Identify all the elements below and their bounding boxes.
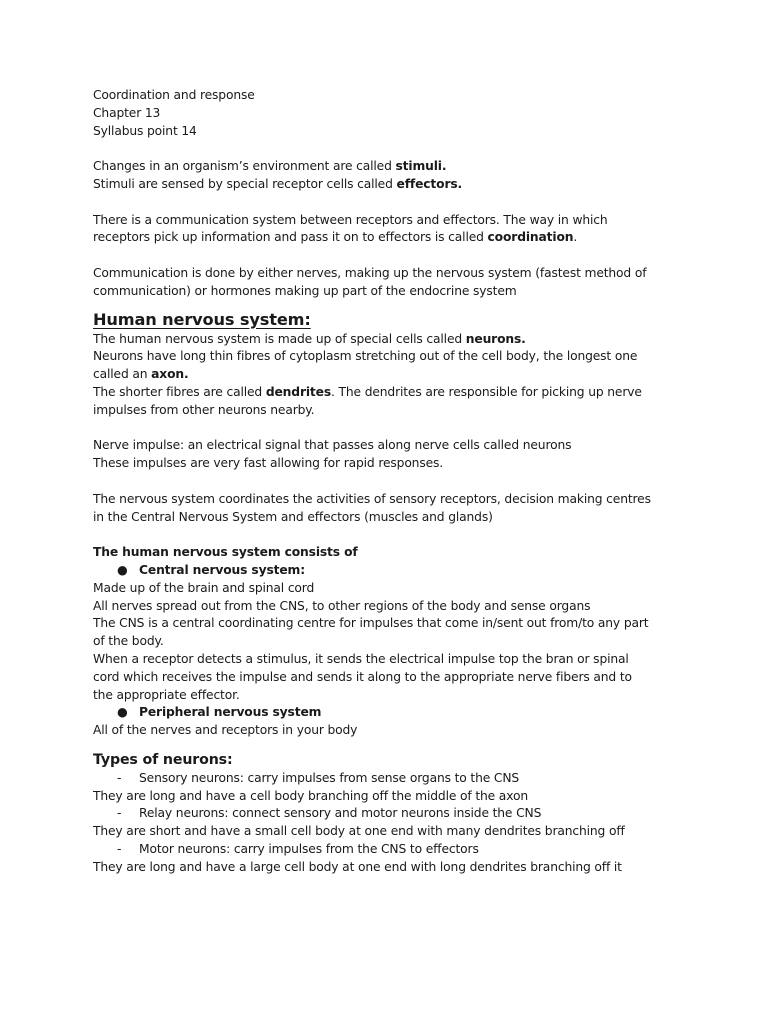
coordination-text: receptors pick up information and pass it on to effectors is called (93, 230, 488, 245)
communication-line-1: There is a communication system between receptors and effectors. The way in which (93, 212, 608, 227)
neurons-text: The human nervous system is made up of special cells called (93, 331, 466, 346)
bullet-icon: ● (117, 705, 128, 720)
stimuli-term: stimuli. (395, 159, 447, 174)
spacer (93, 140, 703, 158)
spacer (93, 526, 703, 544)
cns-line-6: cord which receives the impulse and sends it along to the appropriate nerve fibers and to (93, 669, 632, 684)
effectors-text: Stimuli are sensed by special receptor cells called (93, 176, 397, 191)
stimuli-line (93, 158, 703, 176)
cns-line-5: When a receptor detects a stimulus, it sends the electrical impulse top the bran or spinal (93, 651, 629, 666)
pns-bullet (93, 704, 703, 722)
dash-icon: - (117, 770, 122, 785)
sensory-item (93, 770, 703, 788)
axon-term: axon. (151, 367, 189, 382)
spacer (93, 420, 703, 438)
pns-line-1: All of the nerves and receptors in your body (93, 723, 358, 738)
impulse-speed-line: These impulses are very fast allowing for rapid responses. (93, 456, 444, 471)
nerves-hormones-line-2: communication) or hormones making up part of the endocrine system (93, 283, 517, 298)
types-of-neurons-heading: Types of neurons: (93, 751, 233, 768)
nervous-system-heading: Human nervous system: (93, 309, 311, 329)
communication-line-2 (93, 229, 703, 247)
neurons-line (93, 331, 703, 349)
cns-line-2: All nerves spread out from the CNS, to other regions of the body and sense organs (93, 598, 591, 613)
document-title: Coordination and response (93, 88, 255, 102)
relay-description: They are short and have a small cell body at one end with many dendrites branching off (93, 824, 625, 839)
motor-text: Motor neurons: carry impulses from the CNS to effectors (139, 842, 479, 857)
spacer (93, 740, 703, 750)
axon-line (93, 366, 703, 384)
cns-line-3: The CNS is a central coordinating centre for impulses that come in/sent out from/to any part (93, 616, 649, 631)
nerves-hormones-line-1: Communication is done by either nerves, making up the nervous system (fastest method of (93, 265, 647, 280)
nerve-impulse-definition: Nerve impulse: an electrical signal that passes along nerve cells called neurons (93, 438, 572, 453)
fibres-line: Neurons have long thin fibres of cytoplasm stretching out of the cell body, the longest one (93, 349, 638, 364)
coordinates-line-2: in the Central Nervous System and effectors (muscles and glands) (93, 509, 493, 524)
cns-label: Central nervous system: (139, 562, 305, 577)
dash-icon: - (117, 842, 122, 857)
consists-of-heading: The human nervous system consists of (93, 545, 358, 560)
spacer (93, 194, 703, 212)
impulses-line: impulses from other neurons nearby. (93, 402, 315, 417)
bullet-icon: ● (117, 562, 128, 577)
spacer (93, 301, 703, 309)
chapter-line: Chapter 13 (93, 105, 161, 120)
cns-line-7: the appropriate effector. (93, 687, 240, 702)
spacer (93, 473, 703, 491)
stimuli-text: Changes in an organism’s environment are called (93, 159, 396, 174)
syllabus-line: Syllabus point 14 (93, 123, 197, 138)
dendrites-line (93, 384, 703, 402)
document-page (93, 87, 703, 877)
cns-bullet (93, 562, 703, 580)
coordination-period: . (573, 230, 578, 245)
relay-text: Relay neurons: connect sensory and motor neurons inside the CNS (139, 806, 542, 821)
cns-line-4: of the body. (93, 634, 164, 649)
dendrites-rest: . The dendrites are responsible for picking up nerve (331, 384, 642, 399)
dash-icon: - (117, 806, 122, 821)
effectors-line (93, 176, 703, 194)
pns-label: Peripheral nervous system (139, 705, 322, 720)
motor-item (93, 841, 703, 859)
dendrites-text: The shorter fibres are called (93, 384, 266, 399)
relay-item (93, 805, 703, 823)
sensory-description: They are long and have a cell body branching off the middle of the axon (93, 788, 528, 803)
neurons-term: neurons. (465, 331, 526, 346)
sensory-text: Sensory neurons: carry impulses from sense organs to the CNS (139, 770, 520, 785)
cns-line-1: Made up of the brain and spinal cord (93, 580, 315, 595)
effectors-term: effectors. (396, 176, 463, 191)
coordination-term: coordination (487, 230, 574, 245)
motor-description: They are long and have a large cell body at one end with long dendrites branching off it (93, 859, 622, 874)
spacer (93, 247, 703, 265)
coordinates-line-1: The nervous system coordinates the activities of sensory receptors, decision making centres (93, 491, 651, 506)
dendrites-term: dendrites (265, 384, 332, 399)
axon-text: called an (93, 367, 152, 382)
